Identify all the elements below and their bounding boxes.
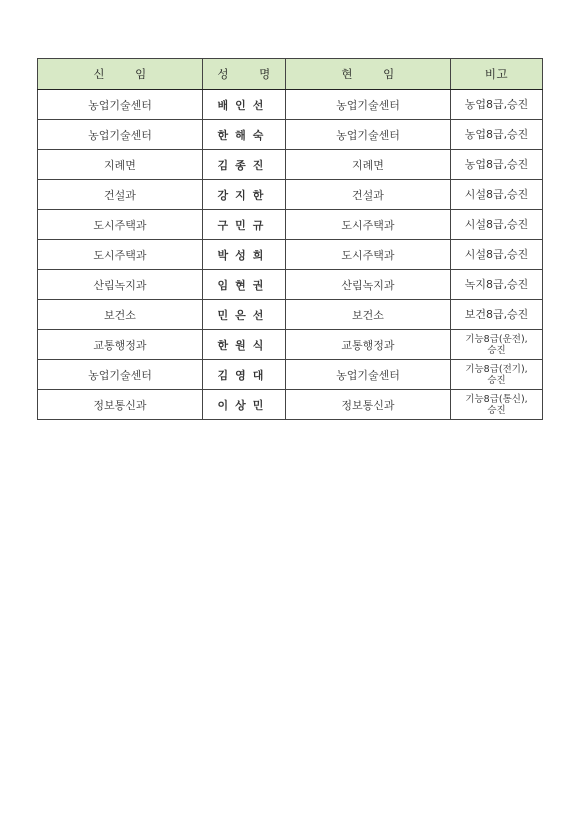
table-row: [38, 390, 543, 420]
cell-current-post: 산림녹지과: [286, 270, 451, 300]
cell-current-post: 건설과: [286, 180, 451, 210]
header-current-post: 현 임: [286, 59, 451, 90]
table-row: [38, 180, 543, 210]
table-row: [38, 120, 543, 150]
personnel-table: [37, 58, 543, 420]
cell-name: 한해숙: [203, 120, 286, 150]
cell-note: 농업8급,승진: [451, 120, 543, 150]
cell-new-post: 도시주택과: [38, 240, 203, 270]
table-body: [38, 90, 543, 420]
cell-new-post: 농업기술센터: [38, 120, 203, 150]
table-row: [38, 270, 543, 300]
cell-current-post: 지례면: [286, 150, 451, 180]
cell-note: 시설8급,승진: [451, 210, 543, 240]
table-row: [38, 210, 543, 240]
cell-new-post: 산림녹지과: [38, 270, 203, 300]
table-row: [38, 300, 543, 330]
cell-name: 박성희: [203, 240, 286, 270]
cell-name: 구민규: [203, 210, 286, 240]
cell-new-post: 지례면: [38, 150, 203, 180]
cell-new-post: 농업기술센터: [38, 90, 203, 120]
table-row: [38, 150, 543, 180]
table-row: [38, 240, 543, 270]
table-header-row: [38, 59, 543, 90]
header-new-post: 신 임: [38, 59, 203, 90]
cell-current-post: 농업기술센터: [286, 120, 451, 150]
cell-current-post: 보건소: [286, 300, 451, 330]
cell-note: 기능8급(전기), 승진: [451, 360, 543, 390]
cell-note: 녹지8급,승진: [451, 270, 543, 300]
cell-current-post: 농업기술센터: [286, 90, 451, 120]
cell-new-post: 보건소: [38, 300, 203, 330]
cell-new-post: 건설과: [38, 180, 203, 210]
cell-name: 이상민: [203, 390, 286, 420]
cell-new-post: 정보통신과: [38, 390, 203, 420]
table-row: [38, 90, 543, 120]
cell-name: 강지한: [203, 180, 286, 210]
cell-current-post: 정보통신과: [286, 390, 451, 420]
cell-note: 기능8급(운전), 승진: [451, 330, 543, 360]
cell-current-post: 농업기술센터: [286, 360, 451, 390]
cell-note: 기능8급(통신), 승진: [451, 390, 543, 420]
table-row: [38, 330, 543, 360]
cell-note: 시설8급,승진: [451, 180, 543, 210]
cell-name: 민은선: [203, 300, 286, 330]
cell-note: 농업8급,승진: [451, 90, 543, 120]
cell-name: 김영대: [203, 360, 286, 390]
cell-name: 김종진: [203, 150, 286, 180]
cell-current-post: 도시주택과: [286, 210, 451, 240]
cell-new-post: 교통행정과: [38, 330, 203, 360]
cell-new-post: 도시주택과: [38, 210, 203, 240]
cell-note: 시설8급,승진: [451, 240, 543, 270]
cell-note: 농업8급,승진: [451, 150, 543, 180]
cell-new-post: 농업기술센터: [38, 360, 203, 390]
cell-current-post: 도시주택과: [286, 240, 451, 270]
table-row: [38, 360, 543, 390]
cell-name: 배인선: [203, 90, 286, 120]
header-note: 비고: [451, 59, 543, 90]
cell-name: 한원식: [203, 330, 286, 360]
cell-note: 보건8급,승진: [451, 300, 543, 330]
header-name: 성 명: [203, 59, 286, 90]
cell-name: 임현권: [203, 270, 286, 300]
cell-current-post: 교통행정과: [286, 330, 451, 360]
